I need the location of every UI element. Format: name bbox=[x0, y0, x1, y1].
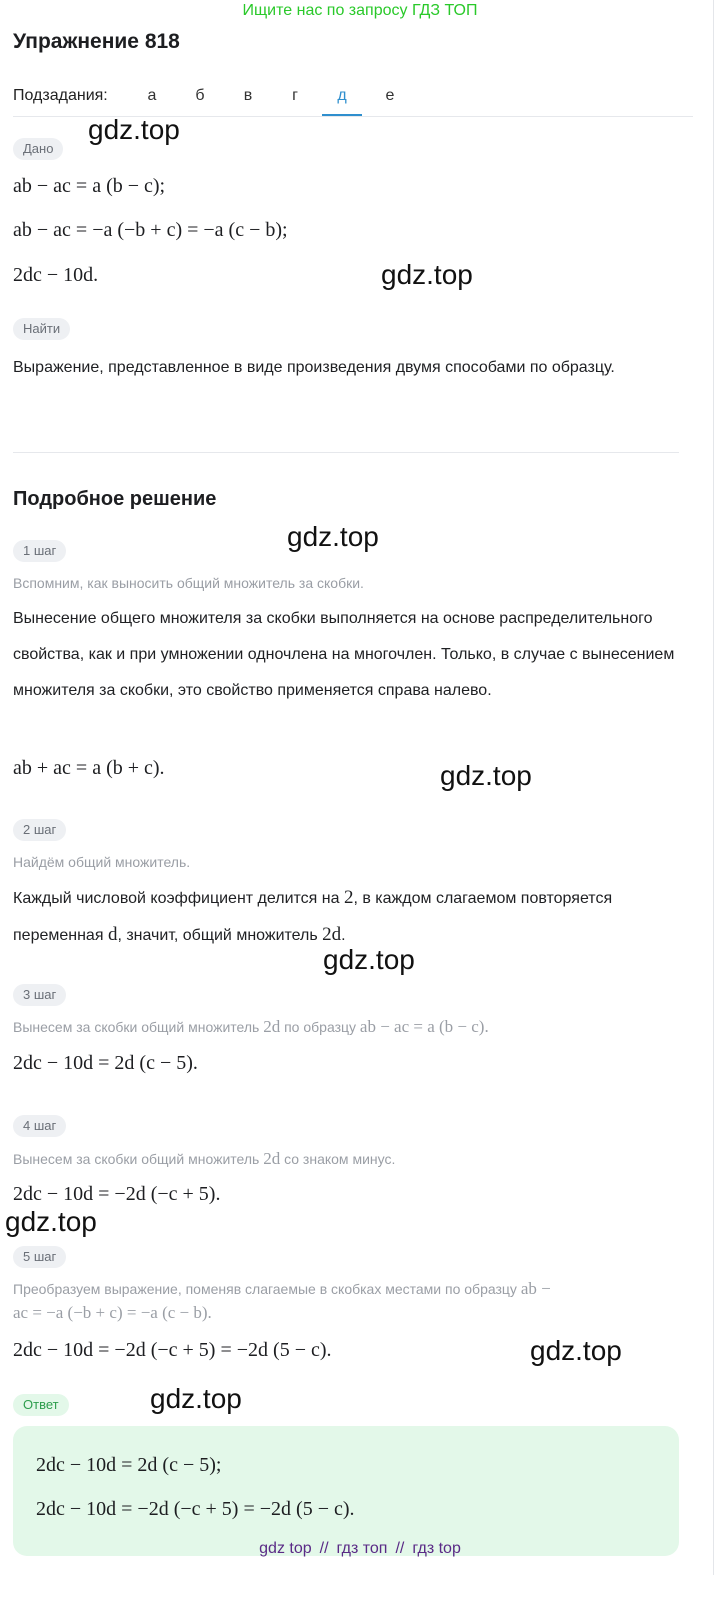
find-badge: Найти bbox=[13, 318, 70, 340]
step-2-factor: 2d bbox=[322, 924, 342, 945]
given-line-1: ab − ac = a (b − c); bbox=[13, 175, 166, 197]
step-4-hint bbox=[13, 1149, 395, 1169]
step-2-text-part-3: , значит, общий множитель bbox=[117, 927, 323, 944]
tab-g[interactable]: г bbox=[292, 87, 298, 104]
watermark: gdz.top bbox=[88, 114, 180, 145]
step-4-badge: 4 шаг bbox=[13, 1115, 66, 1137]
step-3-hint-factor: 2d bbox=[263, 1017, 281, 1036]
divider bbox=[13, 452, 679, 453]
step-1-math: ab + ac = a (b + c). bbox=[13, 757, 165, 779]
step-5-hint-line-1 bbox=[13, 1279, 551, 1299]
step-5-badge: 5 шаг bbox=[13, 1246, 66, 1268]
step-3-hint-part-2: по образцу bbox=[280, 1019, 360, 1035]
step-2-text bbox=[13, 880, 693, 954]
answer-line-1: 2dc − 10d = 2d (c − 5); bbox=[36, 1454, 222, 1476]
page-title: Упражнение 818 bbox=[13, 30, 180, 53]
step-3-math: 2dc − 10d = 2d (c − 5). bbox=[13, 1052, 198, 1074]
watermark: gdz.top bbox=[530, 1335, 622, 1366]
watermark: gdz.top bbox=[287, 521, 379, 552]
step-4-math: 2dc − 10d = −2d (−c + 5). bbox=[13, 1183, 221, 1205]
step-5-hint-line-2 bbox=[13, 1303, 212, 1323]
step-2-text-end: . bbox=[341, 927, 346, 944]
subtasks-label: Подзадания: bbox=[13, 87, 108, 104]
step-2-text-part-1: Каждый числовой коэффициент делится на bbox=[13, 890, 344, 907]
step-1-badge: 1 шаг bbox=[13, 540, 66, 562]
step-5-hint-formula-start: ab − bbox=[520, 1279, 551, 1298]
tab-a[interactable]: а bbox=[147, 87, 157, 104]
step-4-hint-part-1: Вынесем за скобки общий множитель bbox=[13, 1151, 264, 1167]
step-1-hint: Вспомним, как выносить общий множитель за скобки. bbox=[13, 575, 364, 591]
promo-banner[interactable]: Ищите нас по запросу ГДЗ ТОП bbox=[242, 2, 478, 19]
watermark: gdz.top bbox=[381, 259, 473, 290]
watermark: gdz.top bbox=[150, 1383, 242, 1414]
step-2-badge: 2 шаг bbox=[13, 819, 66, 841]
step-2-num-2: 2 bbox=[343, 887, 354, 908]
subtask-tabs bbox=[13, 78, 693, 117]
footer-link-gdz-top[interactable]: gdz top bbox=[259, 1540, 312, 1557]
find-text: Выражение, представленное в виде произведения двумя способами по образцу. bbox=[13, 359, 615, 376]
step-3-hint-part-1: Вынесем за скобки общий множитель bbox=[13, 1019, 264, 1035]
step-3-hint bbox=[13, 1017, 489, 1037]
answer-badge: Ответ bbox=[13, 1394, 69, 1416]
step-4-hint-factor: 2d bbox=[263, 1149, 281, 1168]
watermark: gdz.top bbox=[5, 1206, 97, 1237]
step-1-text: Вынесение общего множителя за скобки выполняется на основе распределительного свойства, как и при умножении одночлена на многочлен. Только, в случае с вынесением множителя за скобки, это свойство применяется справа налево. bbox=[13, 610, 675, 699]
step-5-math: 2dc − 10d = −2d (−c + 5) = −2d (5 − c). bbox=[13, 1339, 332, 1361]
answer-line-2: 2dc − 10d = −2d (−c + 5) = −2d (5 − c). bbox=[36, 1498, 355, 1520]
answer-box bbox=[13, 1426, 679, 1556]
footer-separator: // bbox=[395, 1540, 405, 1557]
given-line-2: ab − ac = −a (−b + c) = −a (c − b); bbox=[13, 219, 288, 241]
step-5-hint-text: Преобразуем выражение, поменяв слагаемые в скобках местами по образцу bbox=[13, 1281, 521, 1297]
step-3-badge: 3 шаг bbox=[13, 984, 66, 1006]
footer-separator: // bbox=[319, 1540, 329, 1557]
footer-links bbox=[0, 1540, 720, 1558]
step-2-hint: Найдём общий множитель. bbox=[13, 854, 191, 870]
step-4-hint-part-2: со знаком минус. bbox=[280, 1151, 396, 1167]
watermark: gdz.top bbox=[440, 760, 532, 791]
footer-link-gdz-top-mixed[interactable]: гдз top bbox=[412, 1540, 461, 1557]
step-5-hint-formula-end: ac = −a (−b + c) = −a (c − b). bbox=[13, 1303, 212, 1322]
footer-link-gdz-top-ru[interactable]: гдз топ bbox=[336, 1540, 388, 1557]
step-2-text-part-2: , в каждом слагаемом повторяется переменная bbox=[13, 890, 613, 944]
given-line-3: 2dc − 10d. bbox=[13, 264, 99, 286]
tab-e[interactable]: е bbox=[385, 87, 395, 104]
given-badge: Дано bbox=[13, 138, 63, 160]
step-2-var-d: d bbox=[107, 924, 118, 945]
tab-d-active[interactable]: д bbox=[322, 78, 362, 116]
scrollbar-track[interactable] bbox=[713, 0, 714, 1575]
watermark: gdz.top bbox=[323, 944, 415, 975]
solution-heading: Подробное решение bbox=[13, 488, 217, 510]
tab-v[interactable]: в bbox=[243, 87, 253, 104]
step-3-hint-formula: ab − ac = a (b − c). bbox=[359, 1017, 489, 1036]
tab-b[interactable]: б bbox=[195, 87, 205, 104]
